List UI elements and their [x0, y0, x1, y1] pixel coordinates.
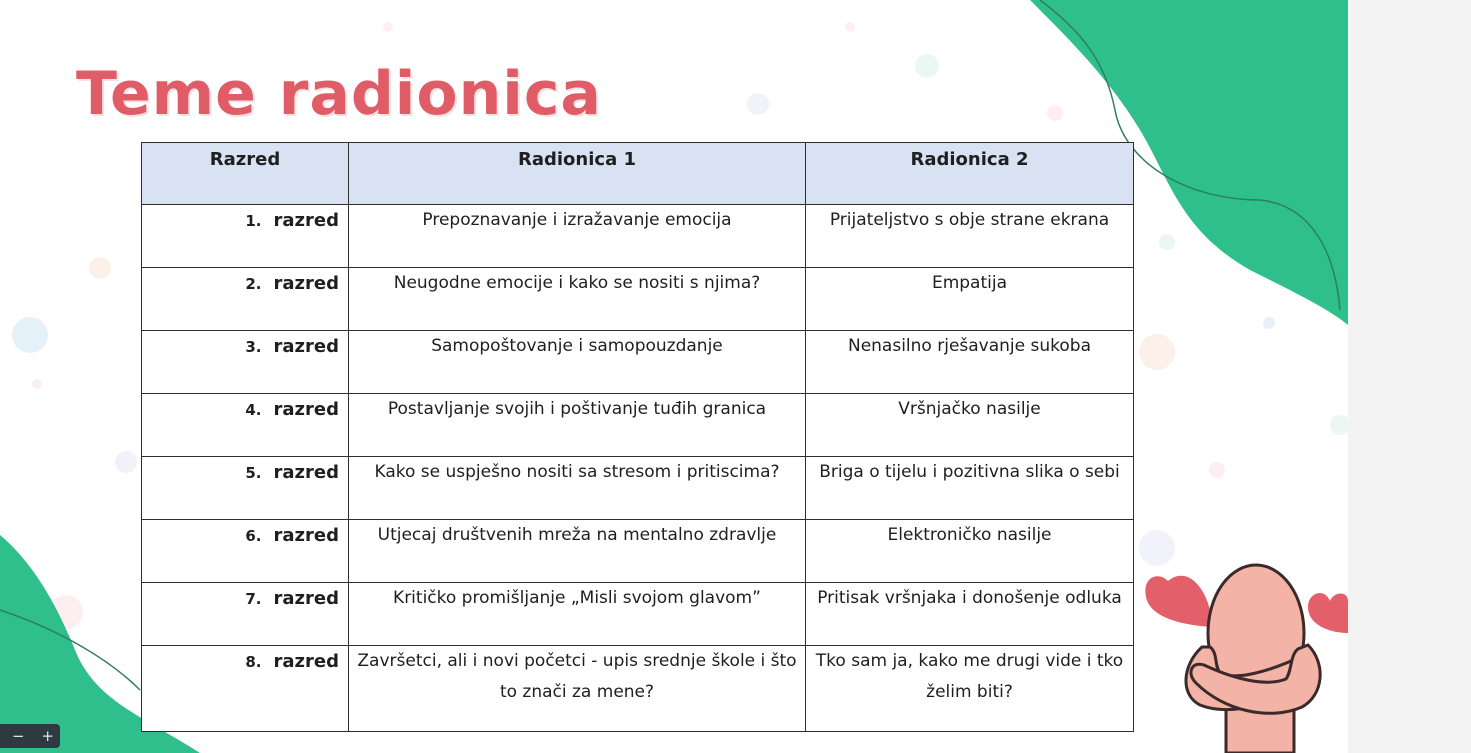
table-row — [142, 583, 1134, 646]
grade-cell: 5. razred — [142, 457, 349, 520]
table-row — [142, 268, 1134, 331]
zoom-control — [0, 724, 60, 748]
workshop-1-cell: Utjecaj društvenih mreža na mentalno zdravlje — [349, 520, 806, 583]
workshop-1-cell: Prepoznavanje i izražavanje emocija — [349, 205, 806, 268]
table-row — [142, 205, 1134, 268]
workshop-2-cell: Briga o tijelu i pozitivna slika o sebi — [806, 457, 1134, 520]
self-hug-hearts-icon — [1140, 555, 1348, 753]
heart-right-icon — [1308, 593, 1348, 633]
table-row — [142, 457, 1134, 520]
workshop-2-cell: Elektroničko nasilje — [806, 520, 1134, 583]
header-workshop-2: Radionica 2 — [806, 143, 1134, 205]
workshop-1-cell: Samopoštovanje i samopouzdanje — [349, 331, 806, 394]
workshop-2-cell: Prijateljstvo s obje strane ekrana — [806, 205, 1134, 268]
grade-cell: 4. razred — [142, 394, 349, 457]
workshop-1-cell: Kako se uspješno nositi sa stresom i pritiscima? — [349, 457, 806, 520]
workshop-2-cell: Pritisak vršnjaka i donošenje odluka — [806, 583, 1134, 646]
workshop-2-cell: Tko sam ja, kako me drugi vide i tko želim biti? — [806, 646, 1134, 732]
workshop-1-cell: Postavljanje svojih i poštivanje tuđih granica — [349, 394, 806, 457]
table-row — [142, 394, 1134, 457]
grade-cell: 2. razred — [142, 268, 349, 331]
grade-cell: 7. razred — [142, 583, 349, 646]
zoom-out-button[interactable]: − — [12, 727, 25, 745]
viewer-gutter — [1348, 0, 1471, 753]
workshop-1-cell: Završetci, ali i novi početci - upis srednje škole i što to znači za mene? — [349, 646, 806, 732]
header-workshop-1: Radionica 1 — [349, 143, 806, 205]
page-title: Teme radionica — [76, 59, 602, 129]
table-row — [142, 646, 1134, 732]
table-row — [142, 520, 1134, 583]
workshop-1-cell: Neugodne emocije i kako se nositi s njima? — [349, 268, 806, 331]
zoom-in-button[interactable]: + — [41, 727, 54, 745]
grade-cell: 8. razred — [142, 646, 349, 732]
grade-cell: 1. razred — [142, 205, 349, 268]
heart-left-icon — [1145, 576, 1212, 627]
workshop-1-cell: Kritičko promišljanje „Misli svojom glavom” — [349, 583, 806, 646]
table-header-row — [142, 143, 1134, 205]
table-row — [142, 331, 1134, 394]
header-grade: Razred — [142, 143, 349, 205]
workshop-2-cell: Vršnjačko nasilje — [806, 394, 1134, 457]
grade-cell: 3. razred — [142, 331, 349, 394]
workshop-topics-table — [141, 142, 1134, 732]
grade-cell: 6. razred — [142, 520, 349, 583]
workshop-2-cell: Nenasilno rješavanje sukoba — [806, 331, 1134, 394]
workshop-2-cell: Empatija — [806, 268, 1134, 331]
